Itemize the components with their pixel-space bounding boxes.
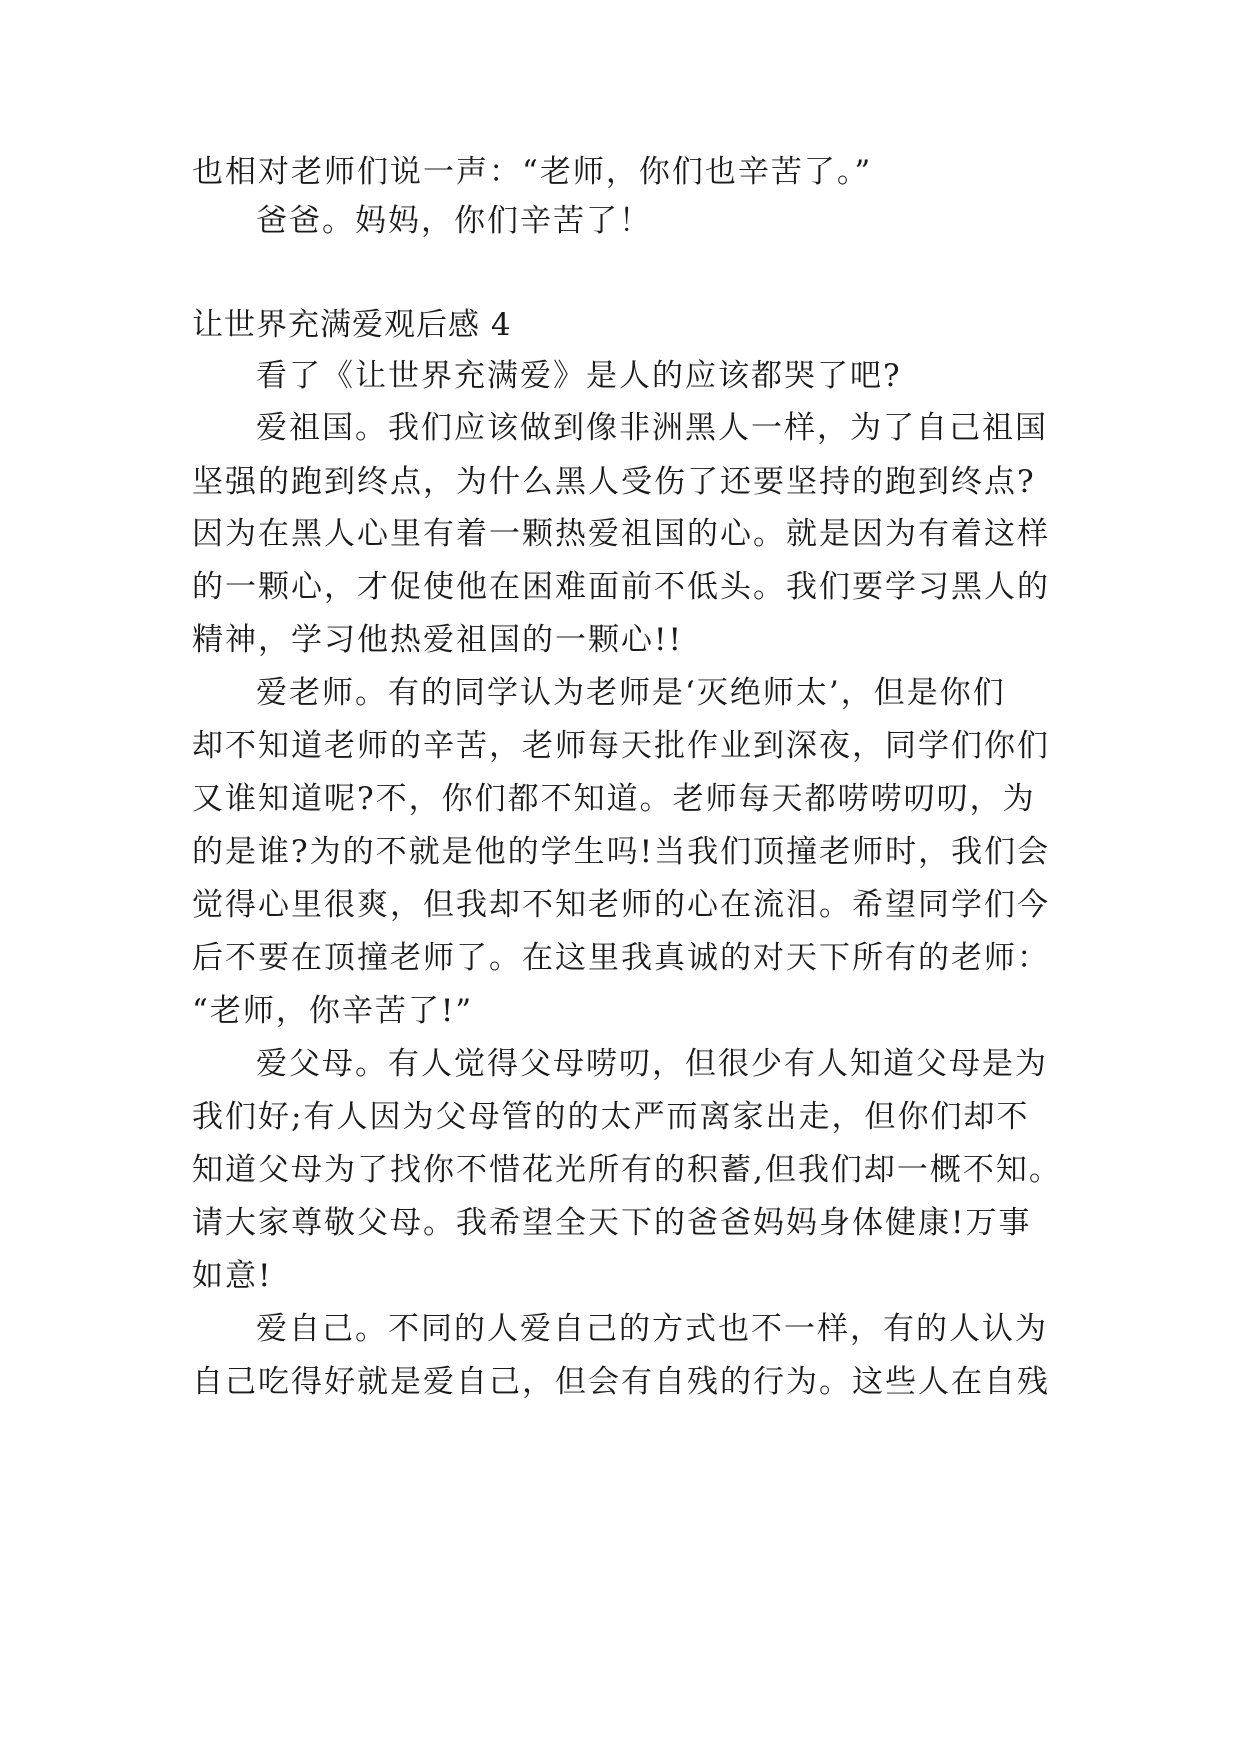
paragraph-line: 却不知道老师的辛苦，老师每天批作业到深夜，同学们你们 <box>192 728 1050 764</box>
paragraph-line: 爱父母。有人觉得父母唠叨，但很少有人知道父母是为 <box>256 1046 1048 1082</box>
paragraph-line: 如意! <box>192 1258 273 1294</box>
paragraph-line: 自己吃得好就是爱自己，但会有自残的行为。这些人在自残 <box>192 1364 1050 1400</box>
section-heading: 让世界充满爱观后感 4 <box>192 307 512 343</box>
paragraph-line: 看了《让世界充满爱》是人的应该都哭了吧? <box>256 358 902 394</box>
paragraph-line: 的一颗心，才促使他在困难面前不低头。我们要学习黑人的 <box>192 569 1050 605</box>
paragraph-line: 爱自己。不同的人爱自己的方式也不一样，有的人认为 <box>256 1311 1048 1347</box>
paragraph-line: 的是谁?为的不就是他的学生吗!当我们顶撞老师时，我们会 <box>192 834 1051 870</box>
paragraph-line: 觉得心里很爽，但我却不知老师的心在流泪。希望同学们今 <box>192 887 1050 923</box>
paragraph-line: 请大家尊敬父母。我希望全天下的爸爸妈妈身体健康!万事 <box>192 1205 1032 1241</box>
paragraph-line: 坚强的跑到终点，为什么黑人受伤了还要坚持的跑到终点? <box>192 464 1036 500</box>
paragraph-line: 因为在黑人心里有着一颗热爱祖国的心。就是因为有着这样 <box>192 516 1050 552</box>
paragraph-line: 知道父母为了找你不惜花光所有的积蓄,但我们却一概不知。 <box>192 1152 1062 1188</box>
paragraph-line: 爱老师。有的同学认为老师是‘灭绝师太’，但是你们 <box>256 675 1006 711</box>
paragraph-line: 后不要在顶撞老师了。在这里我真诚的对天下所有的老师： <box>192 940 1050 976</box>
paragraph-line: 我们好;有人因为父母管的的太严而离家出走，但你们却不 <box>192 1099 1030 1135</box>
paragraph-line: “老师，你辛苦了!” <box>192 993 474 1029</box>
paragraph-line: 爱祖国。我们应该做到像非洲黑人一样，为了自己祖国 <box>256 410 1048 446</box>
paragraph-line: 也相对老师们说一声：“老师，你们也辛苦了。” <box>192 154 873 190</box>
paragraph-line: 精神，学习他热爱祖国的一颗心!! <box>192 622 683 658</box>
paragraph-line: 爸爸。妈妈，你们辛苦了！ <box>256 203 652 239</box>
paragraph-line: 又谁知道呢?不，你们都不知道。老师每天都唠唠叨叨，为 <box>192 781 1036 817</box>
